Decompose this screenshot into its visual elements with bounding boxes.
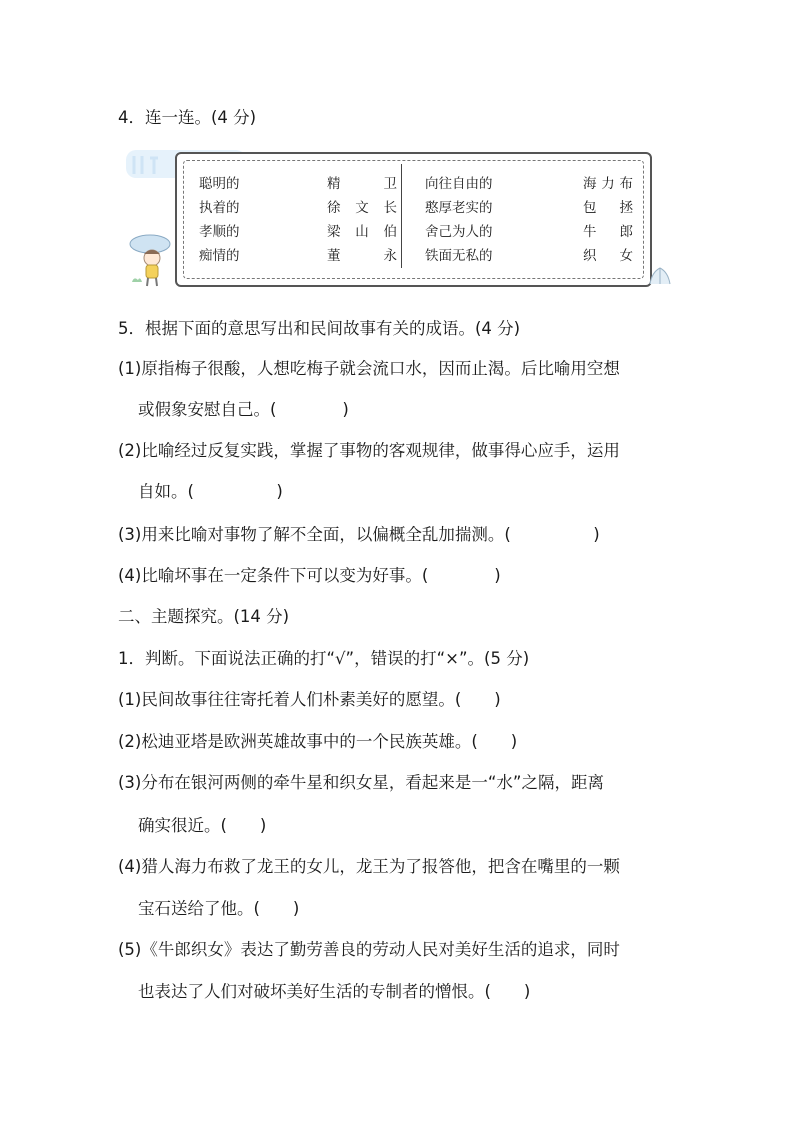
match-left-name: 徐文长 [327,200,397,216]
judge-item-4-line-1: (4)猎人海力布救了龙王的女儿，龙王为了报答他，把含在嘴里的一颗 [118,857,620,876]
matching-divider [401,164,402,268]
match-left-adjective: 聪明的 [199,176,240,192]
judge-item-5-line-2: 也表达了人们对破坏美好生活的专制者的憎恨。( ) [138,982,531,1001]
judge-item-5-line-1: (5)《牛郎织女》表达了勤劳善良的劳动人民对美好生活的追求，同时 [118,940,620,959]
match-left-name: 精 卫 [327,176,397,192]
plant-decoration-icon [646,258,674,286]
match-right-name: 牛 郎 [583,224,633,240]
section-2-q1-heading: 1．判断。下面说法正确的打“√”，错误的打“×”。(5 分) [118,649,530,668]
match-right-name: 织 女 [583,248,633,264]
match-left-adjective: 痴情的 [199,248,240,264]
match-right-name: 包 拯 [583,200,633,216]
judge-item-3-line-1: (3)分布在银河两侧的牵牛星和织女星，看起来是一“水”之隔，距离 [118,773,604,792]
mascot-illustration-icon [128,232,178,288]
judge-item-4-line-2: 宝石送给了他。( ) [138,899,300,918]
match-right-adjective: 憨厚老实的 [425,200,493,216]
match-left-name: 梁山伯 [327,224,397,240]
match-left-adjective: 执着的 [199,200,240,216]
question-5-heading: 5．根据下面的意思写出和民间故事有关的成语。(4 分) [118,319,521,338]
q5-item-4: (4)比喻坏事在一定条件下可以变为好事。( ) [118,566,501,585]
match-left-adjective: 孝顺的 [199,224,240,240]
q5-item-1-line-1: (1)原指梅子很酸，人想吃梅子就会流口水，因而止渴。后比喻用空想 [118,359,620,378]
q5-item-3: (3)用来比喻对事物了解不全面，以偏概全乱加揣测。( ) [118,525,600,544]
match-right-adjective: 铁面无私的 [425,248,493,264]
q5-item-2-line-1: (2)比喻经过反复实践，掌握了事物的客观规律，做事得心应手，运用 [118,441,620,460]
judge-item-2: (2)松迪亚塔是欧洲英雄故事中的一个民族英雄。( ) [118,732,518,751]
match-right-name: 海力布 [583,176,633,192]
match-left-name: 董 永 [327,248,397,264]
section-2-heading: 二、主题探究。(14 分) [118,607,290,626]
judge-item-3-line-2: 确实很近。( ) [138,816,267,835]
q5-item-2-line-2: 自如。( ) [138,482,283,501]
question-4-heading: 4．连一连。(4 分) [118,108,257,127]
match-right-adjective: 向往自由的 [425,176,493,192]
judge-item-1: (1)民间故事往往寄托着人们朴素美好的愿望。( ) [118,690,501,709]
match-right-adjective: 舍己为人的 [425,224,493,240]
q5-item-1-line-2: 或假象安慰自己。( ) [138,400,349,419]
matching-box [175,152,652,287]
matching-box-inner [183,160,644,279]
